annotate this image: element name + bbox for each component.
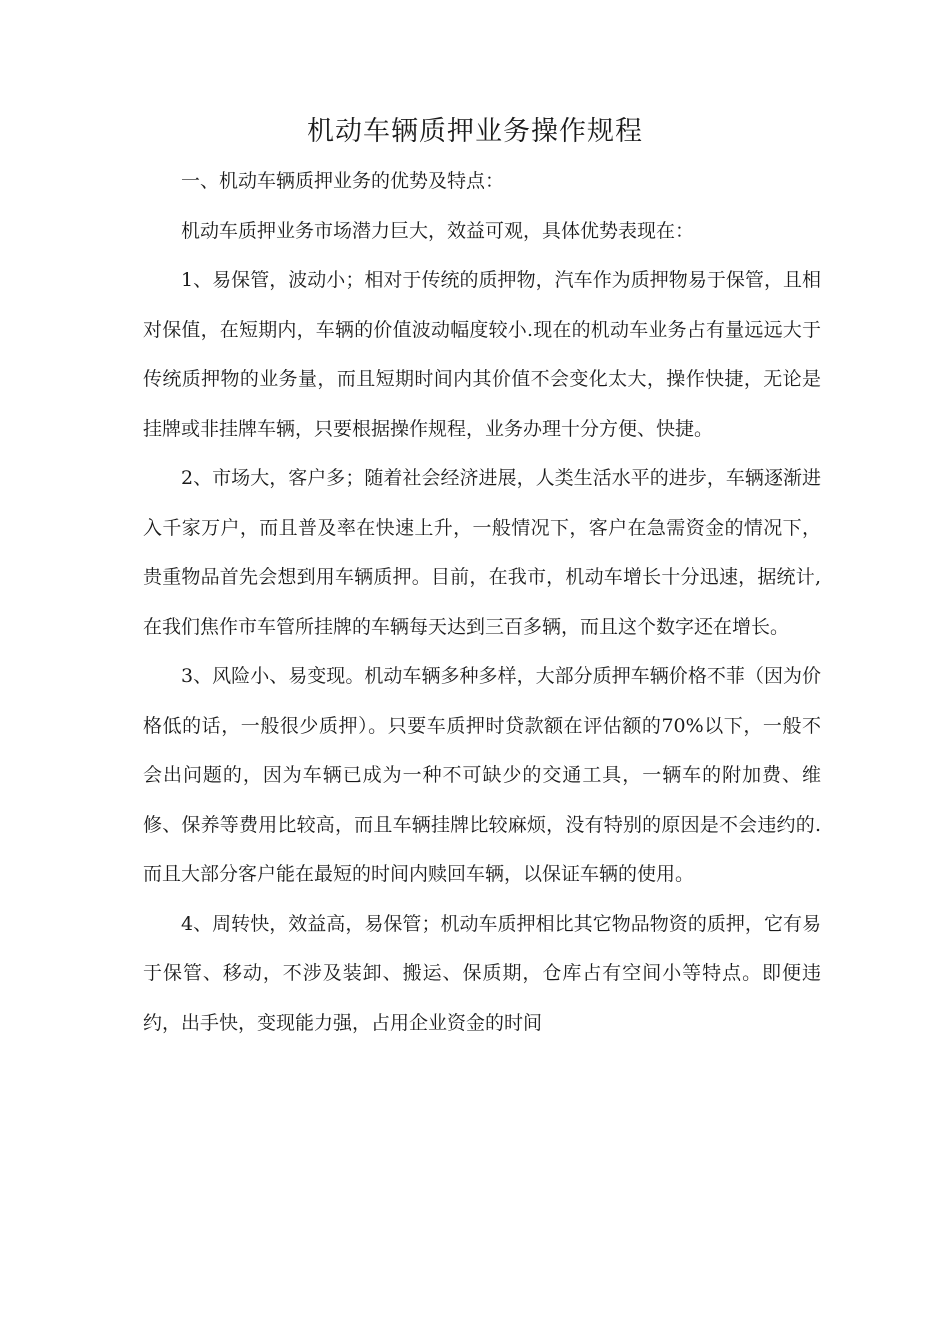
document-title: 机动车辆质押业务操作规程 <box>307 116 643 147</box>
point-3-paragraph: 3、风险小、易变现。机动车辆多种多样，大部分质押车辆价格不菲（因为价格低的话，一般很少质押）。只要车质押时贷款额在评估额的70%以下，一般不会出问题的，因为车辆已成为一种不可缺少的交通工具，一辆车的附加费、维修、保养等费用比较高，而且车辆挂牌比较麻烦，没有特别的原因是不会违约的.而且大部分客户能在最短的时间内赎回车辆，以保证车辆的使用。 <box>143 665 821 885</box>
intro-paragraph: 机动车质押业务市场潜力巨大，效益可观，具体优势表现在： <box>181 219 695 242</box>
point-1-paragraph: 1、易保管，波动小；相对于传统的质押物，汽车作为质押物易于保管，且相对保值，在短期内，车辆的价值波动幅度较小.现在的机动车业务占有量远远大于传统质押物的业务量，而且短期时间内其价值不会变化太大，操作快捷，无论是挂牌或非挂牌车辆，只要根据操作规程，业务办理十分方便、快捷。 <box>143 269 821 440</box>
section-heading: 一、机动车辆质押业务的优势及特点： <box>181 170 505 192</box>
point-4-paragraph: 4、周转快，效益高，易保管；机动车质押相比其它物品物资的质押，它有易于保管、移动，不涉及装卸、搬运、保质期，仓库占有空间小等特点。即便违约，出手快，变现能力强，占用企业资金的时间 <box>143 912 821 1034</box>
document-body <box>143 157 821 1048</box>
point-2-paragraph: 2、市场大，客户多；随着社会经济进展，人类生活水平的进步，车辆逐渐进入千家万户，而且普及率在快速上升，一般情况下，客户在急需资金的情况下，贵重物品首先会想到用车辆质押。目前，在我市，机动车增长十分迅速，据统计,在我们焦作市车管所挂牌的车辆每天达到三百多辆，而且这个数字还在增长。 <box>143 467 821 638</box>
